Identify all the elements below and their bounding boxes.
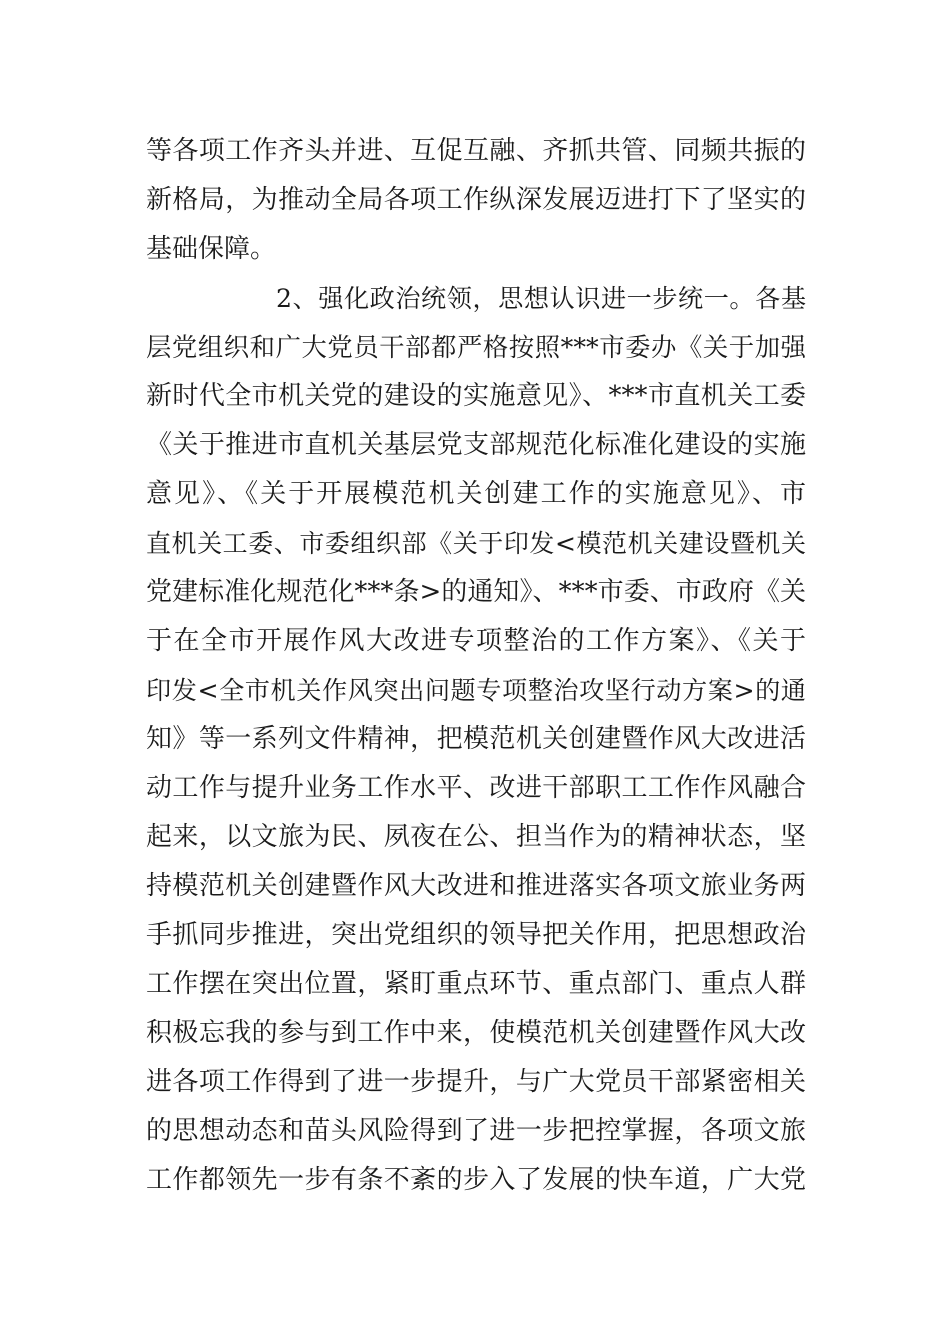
text-line: 动工作与提升业务工作水平、改进干部职工工作作风融合	[146, 773, 806, 803]
text-line: 基础保障。	[146, 234, 277, 264]
text-line: 进各项工作得到了进一步提升，与广大党员干部紧密相关	[146, 1067, 806, 1097]
text-line: 持模范机关创建暨作风大改进和推进落实各项文旅业务两	[146, 871, 806, 901]
text-line: 党建标准化规范化***条>的通知》、***市委、市政府《关	[146, 577, 806, 607]
text-line: 等各项工作齐头并进、互促互融、齐抓共管、同频共振的	[146, 136, 806, 166]
text-line: 新格局，为推动全局各项工作纵深发展迈进打下了坚实的	[146, 185, 806, 215]
text-line: 于在全市开展作风大改进专项整治的工作方案》、《关于	[146, 626, 806, 656]
text-line: 新时代全市机关党的建设的实施意见》、***市直机关工委	[146, 381, 806, 411]
paragraph-1	[146, 127, 806, 274]
text-line: 积极忘我的参与到工作中来，使模范机关创建暨作风大改	[146, 1018, 806, 1048]
text-line: 印发<全市机关作风突出问题专项整治攻坚行动方案>的通	[146, 676, 806, 705]
paragraph-heading-line: 2、强化政治统领，思想认识进一步统一。各基	[276, 284, 806, 313]
text-line: 层党组织和广大党员干部都严格按照***市委办《关于加强	[146, 332, 806, 362]
text-line: 直机关工委、市委组织部《关于印发<模范机关建设暨机关	[146, 529, 806, 558]
text-line: 意见》、《关于开展模范机关创建工作的实施意见》、市	[146, 479, 806, 509]
text-line: 《关于推进市直机关基层党支部规范化标准化建设的实施	[146, 430, 806, 460]
text-line: 的思想动态和苗头风险得到了进一步把控掌握，各项文旅	[146, 1116, 806, 1146]
text-line: 工作摆在突出位置，紧盯重点环节、重点部门、重点人群	[146, 969, 806, 999]
text-line: 起来，以文旅为民、夙夜在公、担当作为的精神状态，坚	[146, 822, 806, 852]
text-line: 知》等一系列文件精神，把模范机关创建暨作风大改进活	[146, 724, 806, 754]
text-line: 手抓同步推进，突出党组织的领导把关作用，把思想政治	[146, 920, 806, 950]
paragraph-2	[146, 274, 806, 1205]
text-line: 工作都领先一步有条不紊的步入了发展的快车道，广大党	[146, 1165, 806, 1195]
